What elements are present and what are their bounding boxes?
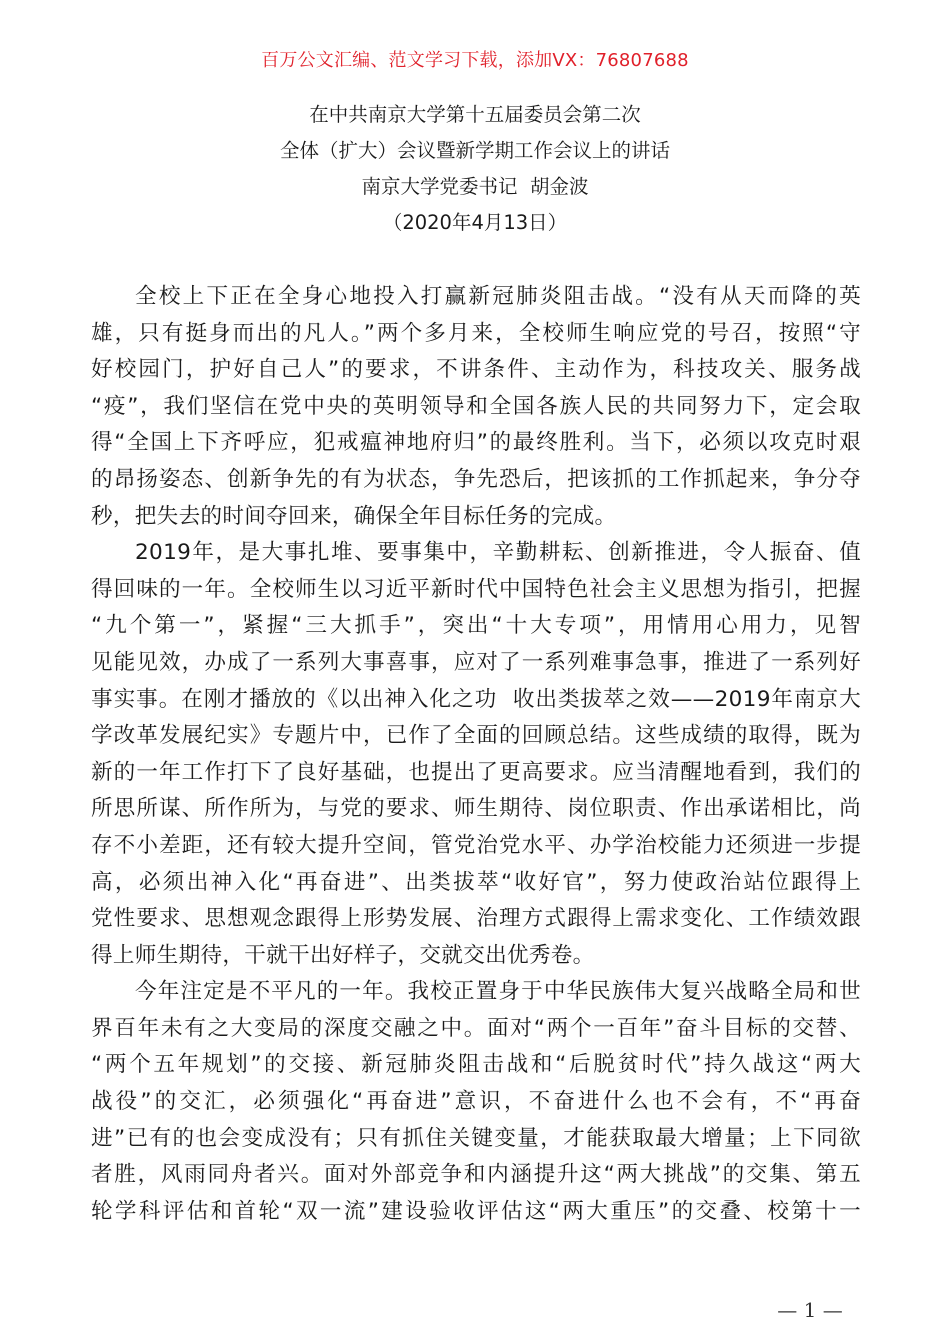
text-line: 轮学科评估和首轮“双一流”建设验收评估这“两大重压”的交叠、校第十一 bbox=[91, 1198, 861, 1224]
text-line: 新的一年工作打下了良好基础，也提出了更高要求。应当清醒地看到，我们的 bbox=[91, 759, 861, 785]
text-line: 得“全国上下齐呼应，犯戒瘟神地府归”的最终胜利。当下，必须以攻克时艰 bbox=[91, 430, 861, 456]
text-line: 雄，只有挺身而出的凡人。”两个多月来，全校师生响应党的号召，按照“守 bbox=[91, 320, 861, 346]
text-line: 战役”的交汇，必须强化“再奋进”意识，不奋进什么也不会有，不“再奋 bbox=[91, 1089, 861, 1115]
paragraph-3 bbox=[91, 974, 861, 1230]
speech-body bbox=[91, 279, 861, 1230]
text-line: 2019年，是大事扎堆、要事集中，辛勤耕耘、创新推进，令人振奋、值 bbox=[135, 540, 861, 566]
title-line-2: 全体（扩大）会议暨新学期工作会议上的讲话 bbox=[279, 139, 670, 162]
text-line: “九个第一”，紧握“三大抓手”，突出“十大专项”，用情用心用力，见智 bbox=[91, 613, 861, 639]
speech-title bbox=[0, 97, 950, 241]
text-line: 秒，把失去的时间夺回来，确保全年目标任务的完成。 bbox=[91, 503, 617, 529]
text-line: 全校上下正在全身心地投入打赢新冠肺炎阻击战。“没有从天而降的英 bbox=[135, 284, 861, 309]
text-line: 得上师生期待，干就干出好样子，交就交出优秀卷。 bbox=[91, 942, 595, 968]
paragraph-2 bbox=[91, 535, 861, 974]
title-line-1: 在中共南京大学第十五届委员会第二次 bbox=[309, 103, 641, 126]
speaker-line: 南京大学党委书记 胡金波 bbox=[361, 175, 589, 198]
text-line: 今年注定是不平凡的一年。我校正置身于中华民族伟大复兴战略全局和世 bbox=[135, 979, 861, 1005]
text-line: 得回味的一年。全校师生以习近平新时代中国特色社会主义思想为指引，把握 bbox=[91, 576, 861, 602]
text-line: 学改革发展纪实》专题片中，已作了全面的回顾总结。这些成绩的取得，既为 bbox=[91, 723, 861, 749]
text-line: 界百年未有之大变局的深度交融之中。面对“两个一百年”奋斗目标的交替、 bbox=[91, 1015, 861, 1041]
date-line: （2020年4月13日） bbox=[382, 211, 568, 234]
text-line: 高，必须出神入化“再奋进”、出类拔萃“收好官”，努力使政治站位跟得上 bbox=[91, 869, 861, 895]
text-line: 所思所谋、所作所为，与党的要求、师生期待、岗位职责、作出承诺相比，尚 bbox=[91, 796, 861, 822]
text-line: 好校园门，护好自己人”的要求，不讲条件、主动作为，科技攻关、服务战 bbox=[91, 357, 861, 383]
paragraph-1 bbox=[91, 279, 861, 535]
text-line: 存不小差距，还有较大提升空间，管党治党水平、办学治校能力还须进一步提 bbox=[91, 832, 861, 858]
page-number: — 1 — bbox=[777, 1298, 843, 1322]
text-line: 者胜，风雨同舟者兴。面对外部竞争和内涵提升这“两大挑战”的交集、第五 bbox=[91, 1162, 861, 1188]
text-line: 党性要求、思想观念跟得上形势发展、治理方式跟得上需求变化、工作绩效跟 bbox=[91, 906, 861, 932]
text-line: 事实事。在刚才播放的《以出神入化之功 收出类拔萃之效——2019年南京大 bbox=[91, 686, 861, 712]
text-line: 见能见效，办成了一系列大事喜事，应对了一系列难事急事，推进了一系列好 bbox=[91, 649, 861, 675]
text-line: 进”已有的也会变成没有；只有抓住关键变量，才能获取最大增量；上下同欲 bbox=[91, 1125, 861, 1151]
text-line: “疫”，我们坚信在党中央的英明领导和全国各族人民的共同努力下，定会取 bbox=[91, 393, 861, 419]
watermark-banner: 百万公文汇编、范文学习下载，添加VX：76807688 bbox=[261, 50, 689, 71]
text-line: “两个五年规划”的交接、新冠肺炎阻击战和“后脱贫时代”持久战这“两大 bbox=[91, 1052, 861, 1078]
text-line: 的昂扬姿态、创新争先的有为状态，争先恐后，把该抓的工作抓起来，争分夺 bbox=[91, 466, 861, 492]
